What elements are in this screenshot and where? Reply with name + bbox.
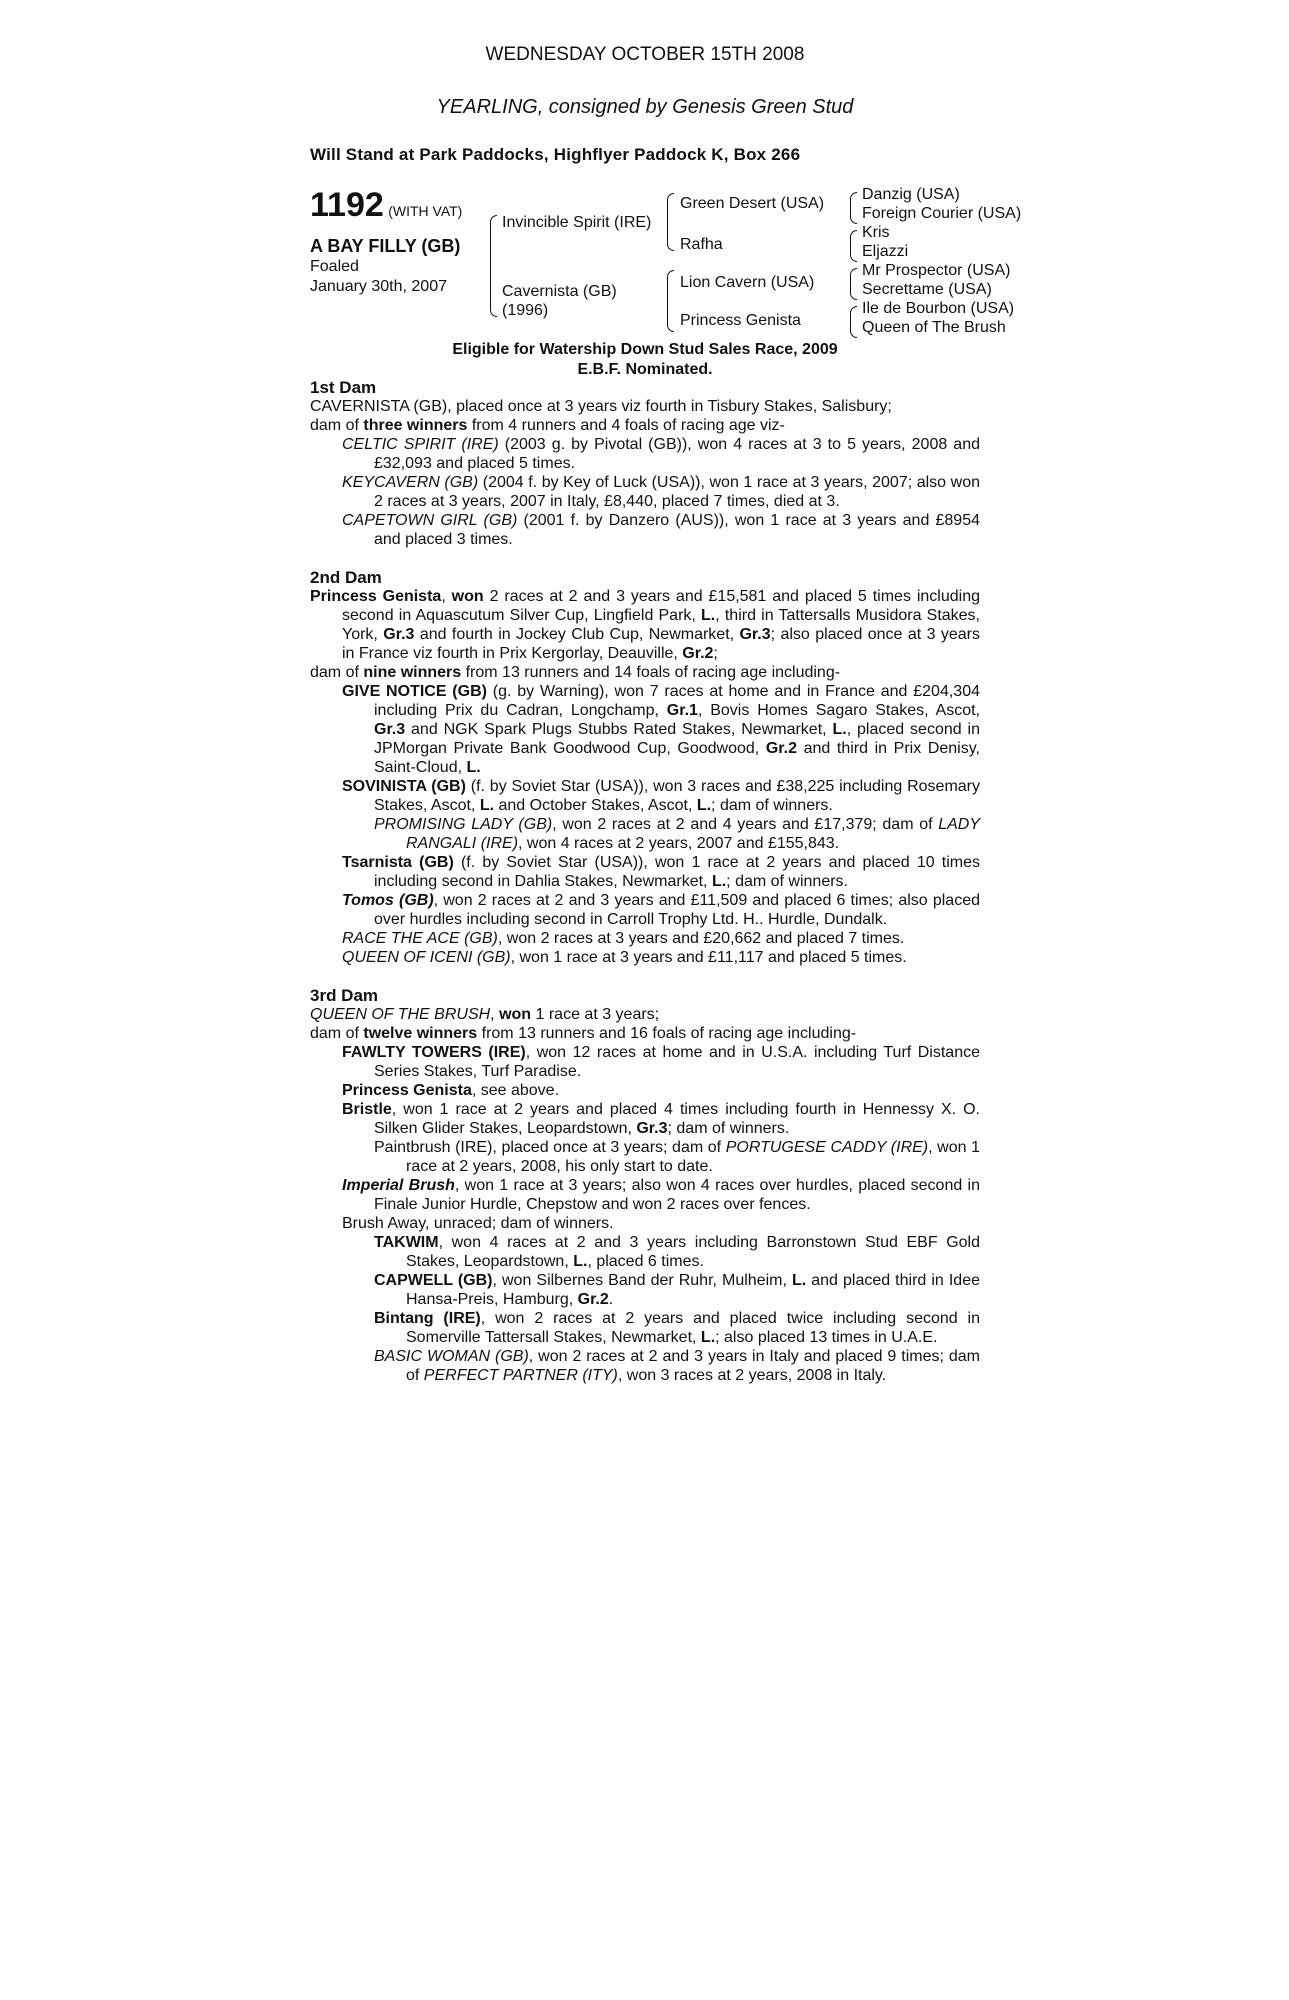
sire-dam: Rafha [680,236,723,253]
produce-entry: RACE THE ACE (GB), won 2 races at 3 years and £20,662 and placed 7 times. [342,930,905,947]
second-dam-summary: Princess Genista, won 2 races at 2 and 3 years and £15,581 and placed 5 times including second in Aquascutum Silver Cup, Lingfield Park, L., third in Tattersalls Musidora Stakes, York, Gr.3 and fourth in Jockey Club Cup, Newmarket, Gr.3; also placed once at 3 years in France viz fourth in Prix Kergorlay, Deauville, Gr.2; [310,588,981,662]
vat-note: (WITH VAT) [388,203,463,219]
section-heading: 1st Dam [310,378,377,397]
pedigree-brace [850,192,857,224]
first-dam-summary: CAVERNISTA (GB), placed once at 3 years viz fourth in Tisbury Stakes, Salisbury; [310,398,892,415]
pedigree-ancestor: Secrettame (USA) [862,281,992,298]
pedigree-brace [490,215,497,317]
produce-entry: Bristle, won 1 race at 2 years and placed 4 times including fourth in Hennessy X. O. Silken Glider Stakes, Leopardstown, Gr.3; dam of winners. [342,1101,980,1137]
pedigree-brace [850,306,857,338]
produce-entry: GIVE NOTICE (GB) (g. by Warning), won 7 races at home and in France and £204,304 including Prix du Cadran, Longchamp, Gr.1, Bovis Homes Sagaro Stakes, Ascot, Gr.3 and NGK Spark Plugs Stubbs Rated Stakes, Newmarket, L., placed second in JPMorgan Private Bank Goodwood Cup, Goodwood, Gr.2 and third in Prix Denisy, Saint-Cloud, L. [342,683,980,776]
third-dam-summary: QUEEN OF THE BRUSH, won 1 race at 3 years; [310,1006,660,1023]
consignment-line: YEARLING, consigned by Genesis Green Stud [436,96,854,118]
ebf-nomination: E.B.F. Nominated. [577,361,713,378]
pedigree-ancestor: Kris [862,224,890,241]
lot-description: A BAY FILLY (GB) [310,236,461,256]
pedigree-brace [667,193,674,251]
stand-location: Will Stand at Park Paddocks, Highflyer Paddock K, Box 266 [310,145,801,164]
produce-entry: Tomos (GB), won 2 races at 2 and 3 years and £11,509 and placed 6 times; also placed over hurdles including second in Carroll Trophy Ltd. H.. Hurdle, Dundalk. [342,892,980,928]
pedigree-brace [667,270,674,332]
dam: Cavernista (GB) [502,283,617,300]
foaled-date: January 30th, 2007 [310,278,447,295]
produce-entry: TAKWIM, won 4 races at 2 and 3 years including Barronstown Stud EBF Gold Stakes, Leopardstown, L., placed 6 times. [374,1234,980,1270]
produce-entry: Bintang (IRE), won 2 races at 2 years and placed twice including second in Somerville Tattersall Stakes, Newmarket, L.; also placed 13 times in U.A.E. [374,1310,981,1346]
pedigree-brace [850,268,857,300]
produce-entry: Princess Genista, see above. [342,1082,560,1099]
produce-entry: CAPWELL (GB), won Silbernes Band der Ruhr, Mulheim, L. and placed third in Idee Hansa-Preis, Hamburg, Gr.2. [374,1272,980,1308]
produce-entry: Imperial Brush, won 1 race at 3 years; also won 4 races over hurdles, placed second in Finale Junior Hurdle, Chepstow and won 2 races over fences. [342,1177,981,1213]
dam-sire: Lion Cavern (USA) [680,274,815,291]
sire-sire: Green Desert (USA) [680,195,825,212]
produce-entry: CAPETOWN GIRL (GB) (2001 f. by Danzero (AUS)), won 1 race at 3 years and £8954 and placed 3 times. [342,512,981,548]
produce-entry: FAWLTY TOWERS (IRE), won 12 races at home and in U.S.A. including Turf Distance Series Stakes, Turf Paradise. [342,1044,980,1080]
first-dam-produce-summary: dam of three winners from 4 runners and 4 foals of racing age viz- [310,417,785,434]
dam-year: (1996) [502,302,549,319]
pedigree-ancestor: Mr Prospector (USA) [862,262,1011,279]
produce-entry: BASIC WOMAN (GB), won 2 races at 2 and 3 years in Italy and placed 9 times; dam of PERFECT PARTNER (ITY), won 3 races at 2 years, 2008 in Italy. [374,1348,981,1384]
second-dam-produce-summary: dam of nine winners from 13 runners and 14 foals of racing age including- [310,664,841,681]
lot-number: 1192 [310,186,384,224]
pedigree-brace [850,230,857,262]
produce-entry: PROMISING LADY (GB), won 2 races at 2 and 4 years and £17,379; dam of LADY RANGALI (IRE), won 4 races at 2 years, 2007 and £155,843. [374,816,981,852]
produce-entry: Tsarnista (GB) (f. by Soviet Star (USA)), won 1 race at 2 years and placed 10 times including second in Dahlia Stakes, Newmarket, L.; dam of winners. [342,854,981,890]
pedigree-ancestor: Danzig (USA) [862,186,960,203]
produce-entry: SOVINISTA (GB) (f. by Soviet Star (USA)), won 3 races and £38,225 including Rosemary Stakes, Ascot, L. and October Stakes, Ascot, L.; dam of winners. [342,778,980,814]
produce-entry: CELTIC SPIRIT (IRE) (2003 g. by Pivotal (GB)), won 4 races at 3 to 5 years, 2008 and £32,093 and placed 5 times. [342,436,980,472]
pedigree-ancestor: Ile de Bourbon (USA) [862,300,1015,317]
lot-number-line [310,186,500,224]
section-heading: 2nd Dam [310,568,382,587]
lot-block [310,186,500,297]
dam-dam: Princess Genista [680,312,801,329]
section-heading: 3rd Dam [310,986,379,1005]
eligibility-line: Eligible for Watership Down Stud Sales Race, 2009 [452,341,838,358]
sire: Invincible Spirit (IRE) [502,214,652,231]
foaled-label: Foaled [310,258,359,275]
pedigree-ancestor: Queen of The Brush [862,319,1006,336]
produce-entry: KEYCAVERN (GB) (2004 f. by Key of Luck (USA)), won 1 race at 3 years, 2007; also won 2 races at 3 years, 2007 in Italy, £8,440, placed 7 times, died at 3. [342,474,981,510]
pedigree-ancestor: Foreign Courier (USA) [862,205,1022,222]
third-dam-produce-summary: dam of twelve winners from 13 runners and 16 foals of racing age including- [310,1025,857,1042]
produce-record [310,378,980,1385]
produce-entry: QUEEN OF ICENI (GB), won 1 race at 3 years and £11,117 and placed 5 times. [342,949,907,966]
pedigree-ancestor: Eljazzi [862,243,909,260]
sale-date: WEDNESDAY OCTOBER 15TH 2008 [485,44,805,65]
produce-entry: Paintbrush (IRE), placed once at 3 years; dam of PORTUGESE CADDY (IRE), won 1 race at 2 years, 2008, his only start to date. [374,1139,981,1175]
produce-entry: Brush Away, unraced; dam of winners. [342,1215,614,1232]
